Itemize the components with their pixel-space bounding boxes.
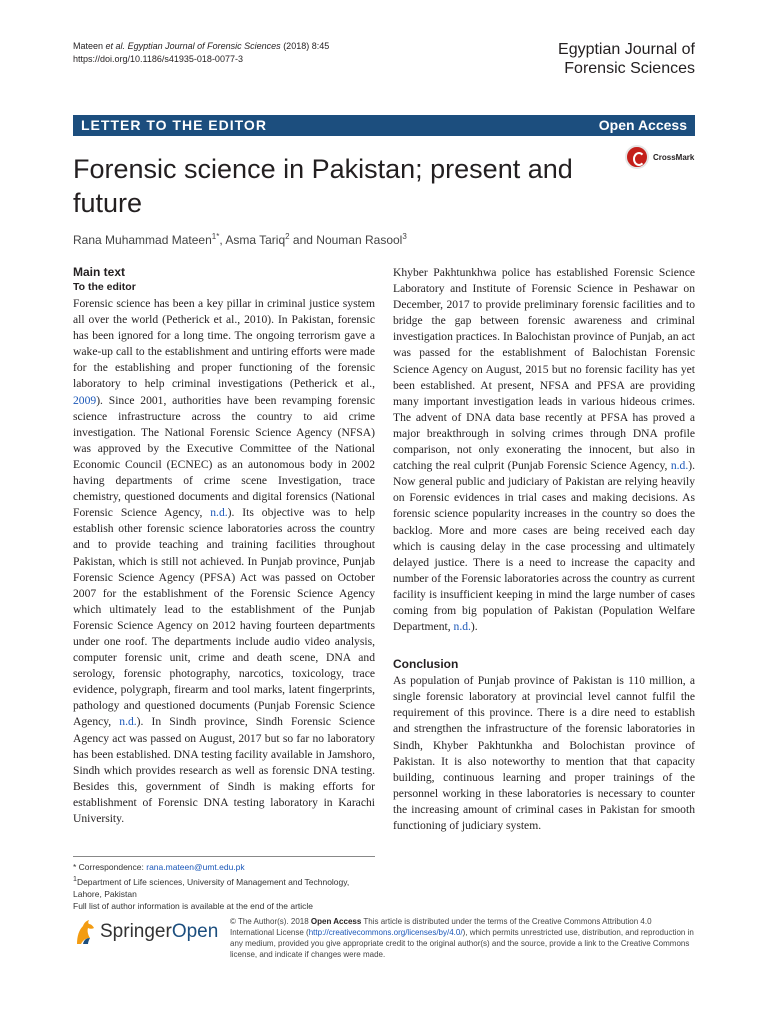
affiliation-line [73, 873, 375, 900]
body-column-right [393, 265, 695, 834]
conclusion-heading: Conclusion [393, 657, 459, 672]
author-info-note: Full list of author information is available at the end of the article [73, 900, 314, 911]
conclusion-paragraph: As population of Punjab province of Pakistan is 110 million, a single forensic laboratory at provincial level cannot fulfil the requirement of this province. There is a dire need to establish and strengthen the infrastructure of the forensic laboratories in Sindh, Khyber Pakhtunkha and Bolochistan province of Pakistan. It is also noteworthy to mention that that capacity building, continuous learning and proper trainings of the personnel working in these laboratories is necessary to counter the increasing amount of criminal cases in Pakistan for smooth functioning of judiciary system. [393, 674, 695, 832]
journal-name-line1: Egyptian Journal of [558, 41, 695, 58]
author-list [73, 232, 407, 247]
correspondence-line [73, 861, 375, 873]
body-text: ). Since 2001, authorities have been revamping forensic science infrastructure across the country to aid crime investigation. The National Forensic Science Agency (NFSA) was approved by the Executive Committee of the National Economic Council (ECNEC) as an autonomous body in 2002 having departments of crime scene Investigation, trace chemistry, questioned documents and digital forensics (National Forensic Science Agency, [73, 393, 375, 520]
correspondence-label: * Correspondence: [73, 862, 147, 872]
license-open-access: Open Access [310, 917, 362, 926]
license-end: ), which permits unrestricted use, distribution, and reproduction in any medium, provided you give appropriate credit to the original author(s) and the source, provide a link to the Creative Commons license, and indicate if changes were made. [230, 928, 694, 959]
author-separator: , [219, 233, 226, 247]
springer-horse-icon [73, 918, 97, 946]
citation-link[interactable]: n.d. [210, 506, 228, 520]
publisher-name [100, 921, 218, 943]
citation-year-vol: (2018) 8:45 [283, 41, 330, 51]
correspondence-email[interactable]: rana.mateen@umt.edu.pk [146, 862, 245, 872]
license-text [230, 916, 695, 960]
license-prefix: © The Author(s). 2018 [230, 917, 311, 926]
publisher-springer: Springer [100, 921, 172, 942]
affiliation-sup: 1 [73, 875, 77, 883]
author-affiliation-sup: 3 [402, 232, 407, 241]
citation-etal: et al. [105, 41, 126, 51]
body-text: Forensic science has been a key pillar in criminal justice system all over the world (Petherick et al., 2010). In Pakistan, forensic has been ignored for a long time. The ongoing terrorism gave a wake-up call to the establishment and untiring efforts were made for the establishing and proper functioning of the forensic laboratory to help criminal investigations (Petherick et al., [73, 297, 375, 391]
journal-name [558, 40, 695, 78]
crossmark-icon [625, 145, 649, 169]
body-text: ). Its objective was to help establish other forensic science laboratories across the country and to provide teaching and training facilities throughout Pakistan, which is still not achieved. In Punjab province, Punjab Forensic Science Agency (PFSA) Act was passed on October 2007 for the establishment of the Forensic Science Agency which ultimately lead to the establishment of the Punjab Forensic Science Agency on 2012 having fourteen departments under one roof. The departments include audio video analysis, computer forensic unit, crime and death scene, DNA and serology, forensic photography, narcotics, toxicology, trace evidence, polygraph, firearm and tool marks, latent fingerprints, pathology and questioned documents (Punjab Forensic Science Agency, [73, 506, 375, 729]
crossmark-badge[interactable] [625, 145, 705, 173]
article-type-label: LETTER TO THE EDITOR [81, 117, 267, 133]
springer-open-logo[interactable] [73, 918, 223, 948]
body-column-left [73, 265, 375, 827]
author-name[interactable]: Rana Muhammad Mateen [73, 233, 212, 247]
citation-link[interactable]: n.d. [453, 620, 471, 634]
citation-link[interactable]: n.d. [670, 459, 689, 473]
body-text: Khyber Pakhtunkhwa police has established Forensic Science Laboratory and Institute of Forensic Science in Peshawar on December, 2017 to provide preliminary forensic facilities and to bridge the gap between forensic awareness and criminal investigation practices. In Balochistan province of Punjab, an act was passed for the establishment of Balochistan Forensic Science Agency on August, 2015 but no forensic facility has yet been established. At present, NFSA and PFSA are providing many important investigation leads in various hideous crimes. The advent of DNA data base recently at PFSA has proved a major breakthrough in solving crimes through DNA profile comparison, not only exonerating the innocent, but also in catching the real culprit (Punjab Forensic Science Agency, [393, 266, 695, 473]
body-text: ). In Sindh province, Sindh Forensic Science Agency act was passed on August, 2017 but so far no laboratory has been established. DNA testing facility available in Jamshoro, Sindh which provides research as well as forensic DNA testing. Besides this, government of Sindh is making efforts for establishment of Forensic DNA testing laboratory in Karachi University. [73, 715, 375, 825]
author-affiliation-sup: 2 [285, 232, 290, 241]
citation-authors: Mateen [73, 41, 104, 51]
author-name[interactable]: Nouman Rasool [316, 233, 403, 247]
article-title: Forensic science in Pakistan; present and future [73, 154, 573, 218]
citation-header [73, 40, 329, 66]
main-text-heading: Main text [73, 265, 126, 279]
citation-link[interactable]: 2009 [73, 393, 97, 407]
affiliation-text: Department of Life sciences, University of Management and Technology, Lahore, Pakistan [73, 876, 350, 899]
citation-journal: Egyptian Journal of Forensic Sciences [127, 41, 281, 51]
author-separator: and [289, 233, 317, 247]
crossmark-label: CrossMark [653, 153, 695, 162]
body-text: ). Now general public and judiciary of Pakistan are relying heavily on Forensic evidences in trial cases and making decisions. As forensic science popularity increases in the country so does the backlog. More and more cases are being received each day which is causing delay in the case processing and ultimately delayed justice. There is a need to increase the capacity and number of the Forensic laboratories across the country as current facility is insufficient keeping in mind the large number of cases coming from big population of Pakistan (Population Welfare Department, [393, 459, 695, 634]
footnotes [73, 856, 375, 912]
article-type-banner [73, 115, 695, 136]
citation-link[interactable]: n.d. [119, 715, 137, 729]
journal-name-line2: Forensic Sciences [564, 60, 695, 77]
body-text: ). [470, 620, 478, 634]
author-affiliation-sup: 1* [211, 232, 220, 241]
publisher-open: Open [171, 921, 219, 942]
to-editor-heading: To the editor [73, 281, 136, 293]
license-mid: This article is distributed under the terms of the Creative Commons Attribution 4.0 International License ( [230, 917, 652, 937]
license-url[interactable]: http://creativecommons.org/licenses/by/4.0/ [308, 928, 463, 937]
open-access-label: Open Access [598, 117, 687, 133]
body-paragraph [73, 296, 375, 827]
body-paragraph [393, 265, 695, 635]
author-name[interactable]: Asma Tariq [225, 233, 286, 247]
doi-link[interactable]: https://doi.org/10.1186/s41935-018-0077-3 [73, 54, 243, 64]
